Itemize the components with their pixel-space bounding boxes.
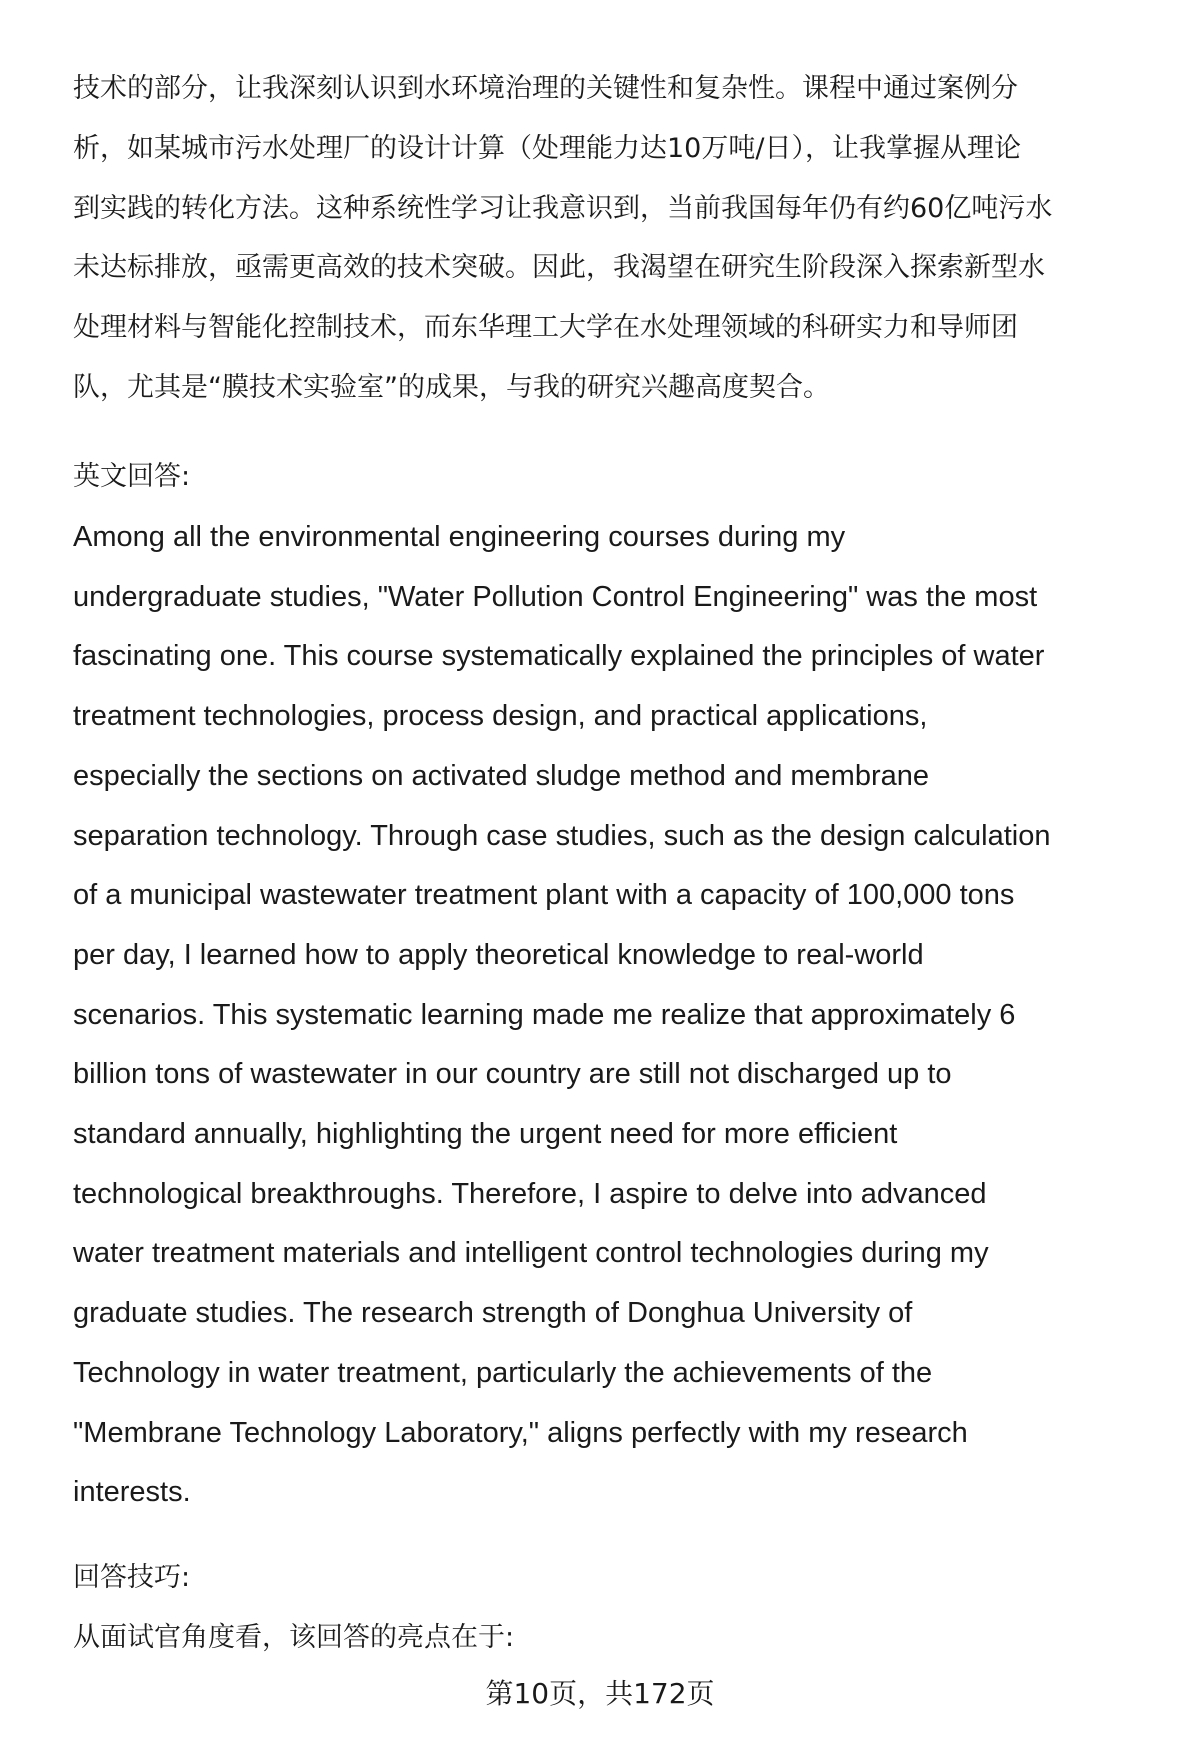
paragraph-line: treatment technologies, process design, and practical applications, (73, 700, 928, 733)
paragraph-line: scenarios. This systematic learning made me realize that approximately 6 (73, 998, 1016, 1031)
paragraph-line: undergraduate studies, "Water Pollution Control Engineering" was the most (73, 580, 1038, 613)
paragraph-line: interests. (73, 1476, 191, 1509)
paragraph-line: of a municipal wastewater treatment plant with a capacity of 100,000 tons (73, 879, 1015, 912)
paragraph-line: Among all the environmental engineering courses during my (73, 521, 846, 553)
paragraph-line: 处理材料与智能化控制技术，而东华理工大学在水处理领域的科研实力和导师团 (73, 312, 1018, 344)
english-answer-heading: 英文回答: (73, 461, 191, 492)
paragraph-line: 队，尤其是“膜技术实验室”的成果，与我的研究兴趣高度契合。 (73, 372, 830, 403)
tips-heading: 回答技巧: (73, 1562, 191, 1593)
paragraph-line: fascinating one. This course systematically explained the principles of water (73, 640, 1045, 673)
page-number: 第10页，共172页 (485, 1677, 715, 1710)
paragraph-line: graduate studies. The research strength of Donghua University of (73, 1297, 913, 1330)
paragraph-line: 未达标排放，亟需更高效的技术突破。因此，我渴望在研究生阶段深入探索新型水 (73, 252, 1045, 284)
paragraph-line: "Membrane Technology Laboratory," aligns perfectly with my research (73, 1416, 968, 1449)
tips-intro: 从面试官角度看，该回答的亮点在于: (73, 1622, 515, 1653)
paragraph-line: billion tons of wastewater in our country are still not discharged up to (73, 1058, 952, 1091)
paragraph-line: especially the sections on activated sludge method and membrane (73, 759, 930, 792)
paragraph-line: 析，如某城市污水处理厂的设计计算（处理能力达10万吨/日），让我掌握从理论 (73, 132, 1021, 164)
paragraph-line: technological breakthroughs. Therefore, I aspire to delve into advanced (73, 1177, 987, 1210)
paragraph-line: 技术的部分，让我深刻认识到水环境治理的关键性和复杂性。课程中通过案例分 (73, 73, 1018, 104)
paragraph-line: 到实践的转化方法。这种系统性学习让我意识到，当前我国每年仍有约60亿吨污水 (73, 192, 1053, 224)
paragraph-line: water treatment materials and intelligent control technologies during my (73, 1237, 989, 1270)
paragraph-line: standard annually, highlighting the urgent need for more efficient (73, 1118, 898, 1150)
paragraph-line: separation technology. Through case studies, such as the design calculation (73, 819, 1051, 852)
paragraph-line: Technology in water treatment, particularly the achievements of the (73, 1356, 933, 1389)
paragraph-line: per day, I learned how to apply theoretical knowledge to real-world (73, 938, 924, 971)
